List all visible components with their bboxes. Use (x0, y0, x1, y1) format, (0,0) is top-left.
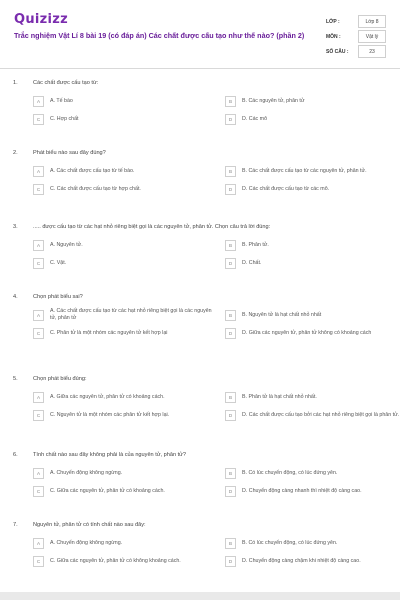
question-number: 2. (13, 150, 18, 156)
option-text: A. Tế bào (50, 97, 73, 104)
question-number: 4. (13, 294, 18, 300)
option-text: C. Nguyên tử là một nhóm các phân tử kết hợp lại. (50, 411, 170, 418)
question-number: 7. (13, 522, 18, 528)
option-letter-box[interactable]: C (33, 556, 44, 567)
option-letter-box[interactable]: A (33, 392, 44, 403)
question-header (13, 520, 387, 530)
option-a[interactable] (33, 390, 215, 404)
option-text: B. Phân tử. (242, 241, 269, 248)
question-number: 1. (13, 80, 18, 86)
option-text: A. Các chất được cấu tạo từ các hạt nhỏ riêng biệt gọi là các nguyên tử, phân tử (50, 308, 212, 321)
option-b[interactable] (225, 466, 400, 480)
option-letter-box[interactable]: A (33, 468, 44, 479)
question-number: 6. (13, 452, 18, 458)
option-text: A. Chuyển động không ngừng. (50, 469, 123, 476)
question-header (13, 78, 387, 88)
meta-class-value: Lớp 8 (358, 15, 386, 28)
option-letter-box[interactable]: C (33, 328, 44, 339)
option-d[interactable] (225, 484, 400, 498)
quizizz-logo: Quizizz (14, 12, 69, 27)
option-a[interactable] (33, 308, 215, 322)
option-letter-box[interactable]: A (33, 240, 44, 251)
question-4 (13, 292, 387, 340)
option-text: D. Chuyển động càng chậm khi nhiệt độ càng cao. (242, 557, 361, 564)
option-text: B. Nguyên tử là hạt chất nhỏ nhất (242, 311, 322, 318)
question-7 (13, 520, 387, 568)
option-b[interactable] (225, 94, 400, 108)
option-text: B. Phân tử là hạt chất nhỏ nhất. (242, 393, 317, 400)
question-1 (13, 78, 387, 126)
option-text: A. Giữa các nguyên tử, phân tử có khoảng cách. (50, 393, 165, 400)
option-a[interactable] (33, 164, 215, 178)
option-text: C. Vật. (50, 259, 67, 266)
option-letter-box[interactable]: C (33, 486, 44, 497)
meta-count-row (326, 44, 386, 59)
option-letter-box[interactable]: C (33, 410, 44, 421)
worksheet-meta (326, 14, 386, 59)
option-letter-box[interactable]: B (225, 468, 236, 479)
option-a[interactable] (33, 466, 215, 480)
answer-options (33, 164, 387, 196)
answer-options (33, 238, 387, 270)
question-header (13, 222, 387, 232)
option-text: D. Các chất được cấu tạo bởi các hạt nhỏ riêng biệt gọi là phân tử. (242, 411, 400, 418)
option-letter-box[interactable]: A (33, 96, 44, 107)
question-header (13, 450, 387, 460)
option-c[interactable] (33, 256, 215, 270)
option-text: D. Giữa các nguyên tử, phân tử không có khoảng cách (242, 329, 372, 336)
option-a[interactable] (33, 94, 215, 108)
option-c[interactable] (33, 326, 215, 340)
option-letter-box[interactable]: B (225, 96, 236, 107)
question-number: 3. (13, 224, 18, 230)
question-text: Nguyên tử, phân tử có tính chất nào sau đây: (33, 522, 146, 528)
worksheet-header (0, 0, 400, 69)
page-footer-bar (0, 592, 400, 600)
question-6 (13, 450, 387, 498)
answer-options (33, 390, 400, 422)
option-b[interactable] (225, 308, 400, 322)
option-text: A. Nguyên tử. (50, 241, 83, 248)
option-letter-box[interactable]: A (33, 538, 44, 549)
option-letter-box[interactable]: B (225, 240, 236, 251)
option-letter-box[interactable]: D (225, 258, 236, 269)
option-c[interactable] (33, 484, 215, 498)
question-number: 5. (13, 376, 18, 382)
option-text: A. Các chất được cấu tạo từ tế bào. (50, 167, 135, 174)
option-d[interactable] (225, 112, 400, 126)
option-letter-box[interactable]: B (225, 166, 236, 177)
question-header (13, 148, 387, 158)
option-a[interactable] (33, 238, 215, 252)
option-d[interactable] (225, 554, 400, 568)
option-letter-box[interactable]: D (225, 114, 236, 125)
option-letter-box[interactable]: B (225, 310, 236, 321)
option-text: D. Chuyển động càng nhanh thì nhiệt độ càng cao. (242, 487, 362, 494)
option-b[interactable] (225, 536, 400, 550)
question-text: Chọn phát biểu đúng: (33, 376, 87, 382)
option-text: C. Hợp chất (50, 115, 79, 122)
option-text: D. Các mô (242, 115, 268, 122)
option-a[interactable] (33, 536, 215, 550)
answer-options (33, 308, 387, 340)
meta-subject-value: Vật lý (358, 30, 386, 43)
question-text: Tính chất nào sau đây không phải là của nguyên tử, phân tử? (33, 452, 187, 458)
question-text: Phát biểu nào sau đây đúng? (33, 150, 106, 156)
option-text: B. Có lúc chuyển động, có lúc đứng yên. (242, 539, 338, 546)
option-letter-box[interactable]: A (33, 166, 44, 177)
option-letter-box[interactable]: B (225, 538, 236, 549)
option-b[interactable] (225, 164, 400, 178)
option-letter-box[interactable]: D (225, 486, 236, 497)
answer-options (33, 94, 387, 126)
question-text: ..... được cấu tạo từ các hạt nhỏ riêng biệt gọi là các nguyên tử, phân tử. Chọn câu trả lời đúng: (33, 224, 271, 230)
option-letter-box[interactable]: C (33, 114, 44, 125)
question-header (13, 374, 387, 384)
answer-options (33, 466, 387, 498)
option-b[interactable] (225, 390, 400, 404)
question-text: Các chất được cấu tạo từ: (33, 80, 99, 86)
meta-subject-label: MÔN : (326, 33, 341, 40)
meta-class-row (326, 14, 386, 29)
option-letter-box[interactable]: A (33, 310, 44, 321)
option-d[interactable] (225, 408, 400, 422)
option-c[interactable] (33, 112, 215, 126)
option-c[interactable] (33, 408, 215, 422)
worksheet-title: Trắc nghiệm Vật Lí 8 bài 19 (có đáp án) Các chất được cấu tạo như thế nào? (phần 2) (14, 31, 305, 40)
option-text: B. Các chất được cấu tạo từ các nguyên tử, phân tử. (242, 167, 367, 174)
option-text: D. Các chất được cấu tạo từ các mô. (242, 185, 330, 192)
question-2 (13, 148, 387, 196)
option-d[interactable] (225, 182, 400, 196)
option-text: B. Các nguyên tử, phân tử (242, 97, 305, 104)
option-text: C. Giữa các nguyên tử, phân tử có khoảng cách. (50, 487, 165, 494)
option-letter-box[interactable]: D (225, 328, 236, 339)
answer-options (33, 536, 387, 568)
question-text: Chọn phát biểu sai? (33, 294, 83, 300)
option-letter-box[interactable]: D (225, 556, 236, 567)
option-letter-box[interactable]: B (225, 392, 236, 403)
option-text: B. Có lúc chuyển động, có lúc đứng yên. (242, 469, 338, 476)
option-c[interactable] (33, 554, 215, 568)
option-text: C. Phân tử là một nhóm các nguyên tử kết hợp lại (50, 329, 168, 336)
option-letter-box[interactable]: D (225, 184, 236, 195)
question-5 (13, 374, 400, 422)
option-c[interactable] (33, 182, 215, 196)
meta-subject-row (326, 29, 386, 44)
option-text: C. Các chất được cấu tạo từ hợp chất. (50, 185, 141, 192)
meta-class-label: LỚP : (326, 18, 340, 25)
meta-count-label: SỐ CÂU : (326, 48, 349, 55)
option-text: C. Giữa các nguyên tử, phân tử có không khoảng cách. (50, 557, 181, 564)
meta-count-value: 23 (358, 45, 386, 58)
question-3 (13, 222, 387, 270)
option-d[interactable] (225, 256, 400, 270)
option-letter-box[interactable]: C (33, 258, 44, 269)
option-d[interactable] (225, 326, 400, 340)
option-letter-box[interactable]: D (225, 410, 236, 421)
option-letter-box[interactable]: C (33, 184, 44, 195)
question-header (13, 292, 387, 302)
option-text: A. Chuyển động không ngừng. (50, 539, 123, 546)
option-text: D. Chất. (242, 259, 262, 266)
option-b[interactable] (225, 238, 400, 252)
